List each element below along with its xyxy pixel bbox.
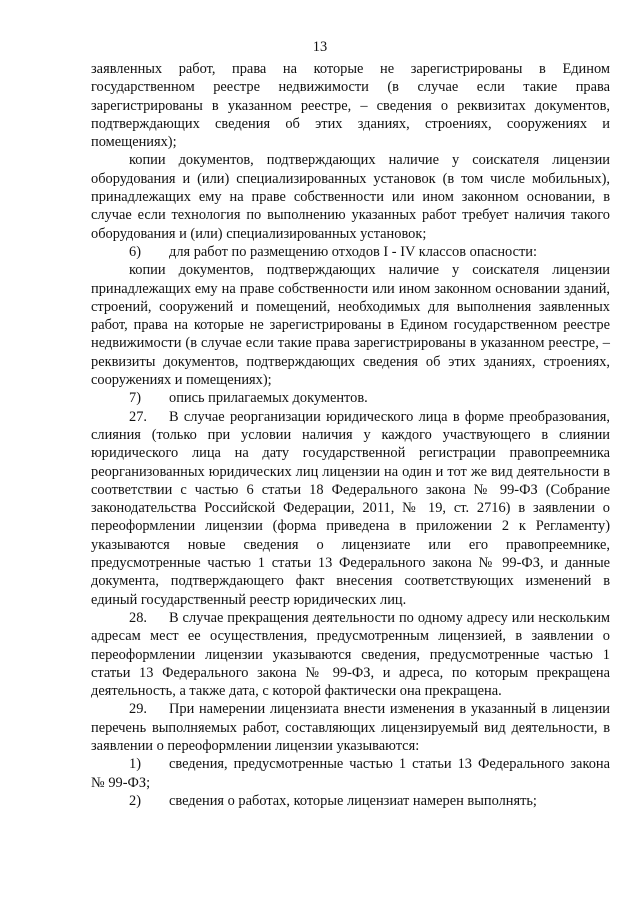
- clause-text: В случае прекращения деятельности по одному адресу или нескольким адресам мест ее осуществления, предусмотренным лицензией, в заявлении о переоформлении лицензии указываются сведения, предусмотренные частью 1 статьи 13 Федерального закона № 99-ФЗ, и адреса, по которым прекращена деятельность, а также дата, с которой фактически она прекращена.: [91, 609, 610, 700]
- paragraph-continuation: заявленных работ, права на которые не зарегистрированы в Едином государственном реестре недвижимости (в случае если такие права зарегистрированы в указанном реестре, – сведения о реквизитах документов, подтверждающих сведения об этих зданиях, строениях, сооружениях и помещениях);: [91, 61, 610, 151]
- clause-text: В случае реорганизации юридического лица в форме преобразования, слияния (только при условии наличия у каждого участвующего в слиянии юридического лица на дату государственной регистрации правопреемника реорганизованных юридических лиц лицензии на один и тот же вид деятельности в соответствии с частью 6 статьи 18 Федерального закона № 99-ФЗ (Собрание законодательства Российской Федерации, 2011, № 19, ст. 2716) в заявлении о переоформлении лицензии (форма приведена в приложении 2 к Регламенту) указываются новые сведения о лицензиате или его правопреемнике, предусмотренные частью 1 статьи 13 Федерального закона № 99-ФЗ, и данные документа, подтверждающего факт внесения соответствующих изменений в единый государственный реестр юридических лиц.: [91, 408, 610, 608]
- clause-text: При намерении лицензиата внести изменения в указанный в лицензии перечень выполняемых работ, составляющих лицензируемый вид деятельности, в заявлении о переоформлении лицензии указываются:: [91, 701, 610, 754]
- paragraph-building-copies: копии документов, подтверждающих наличие у соискателя лицензии принадлежащих ему на праве собственности или ином законном основании зданий, строений, сооружений и помещений, необходимых для выполнения заявленных работ, права на которые не зарегистрированы в Едином государственном реестре недвижимости (в случае если такие права зарегистрированы в указанном реестре, – реквизиты документов, подтверждающих сведения об этих зданиях, строениях, сооружениях и помещениях);: [91, 262, 610, 389]
- clause-number: 29.: [129, 701, 147, 718]
- list-item-6: [91, 243, 610, 261]
- item-number: 7): [129, 390, 141, 407]
- item-text: сведения о работах, которые лицензиат намерен выполнять;: [169, 792, 537, 809]
- item-number: 1): [129, 756, 141, 773]
- clause-28: [91, 609, 610, 700]
- clause-number: 27.: [129, 408, 147, 425]
- item-text: опись прилагаемых документов.: [169, 390, 368, 407]
- clause-27: [91, 408, 610, 609]
- document-body: [91, 60, 610, 810]
- clause-number: 28.: [129, 609, 147, 626]
- clause-29: [91, 700, 610, 755]
- paragraph-equipment-copies: копии документов, подтверждающих наличие у соискателя лицензии оборудования и (или) специализированных установок (в том числе мобильных), принадлежащих ему на праве собственности или ином законном основании, в случае если технология по выполнению указанных работ требует наличия такого оборудования и (или) специализированных установок;: [91, 152, 610, 242]
- sub-item-2: [91, 792, 610, 810]
- page-number: 13: [312, 39, 328, 55]
- sub-item-1: [91, 755, 610, 792]
- item-number: 2): [129, 792, 141, 809]
- item-text: для работ по размещению отходов I - IV классов опасности:: [169, 243, 537, 260]
- item-number: 6): [129, 243, 141, 260]
- list-item-7: [91, 389, 610, 407]
- item-text: сведения, предусмотренные частью 1 статьи 13 Федерального закона № 99-ФЗ;: [91, 756, 610, 791]
